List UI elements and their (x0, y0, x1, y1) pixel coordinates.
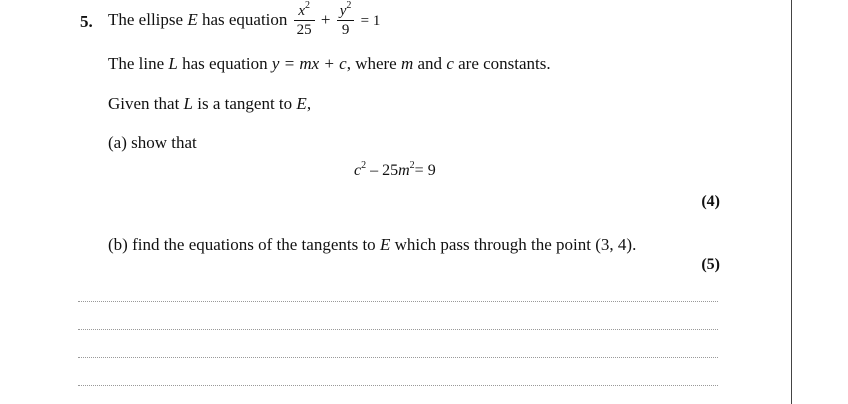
part-a-marks: (4) (701, 193, 720, 210)
part-b-text: (b) find the equations of the tangents to E which pass through the point (3, 4). (108, 235, 637, 254)
answer-line[interactable] (78, 301, 718, 302)
equals-one: = 1 (360, 12, 381, 29)
answer-line[interactable] (78, 357, 718, 358)
question-intro (108, 0, 381, 38)
part-b-marks: (5) (701, 256, 720, 273)
line-equation: y = mx + c (271, 54, 347, 73)
fraction-y: $\frac{y^2}{9}$ (337, 4, 355, 38)
line-equation-text: The line L has equation y = mx + c, where m and c are constants. (108, 54, 551, 73)
answer-line[interactable] (78, 329, 718, 330)
part-a-label: (a) show that (108, 133, 197, 152)
fraction-x: $\frac{x^2}{25}$ (294, 4, 315, 38)
intro-text-end: has equation (197, 9, 288, 29)
part-a-expression: $c^2 - 25m^2= 9$ (354, 160, 436, 179)
tangent-condition-text: Given that L is a tangent to E, (108, 94, 312, 113)
intro-var: E (187, 9, 198, 29)
answer-line[interactable] (78, 385, 718, 386)
question-number: 5. (80, 12, 93, 31)
plus-sign: + (320, 9, 331, 29)
intro-text: The ellipse (108, 9, 188, 29)
